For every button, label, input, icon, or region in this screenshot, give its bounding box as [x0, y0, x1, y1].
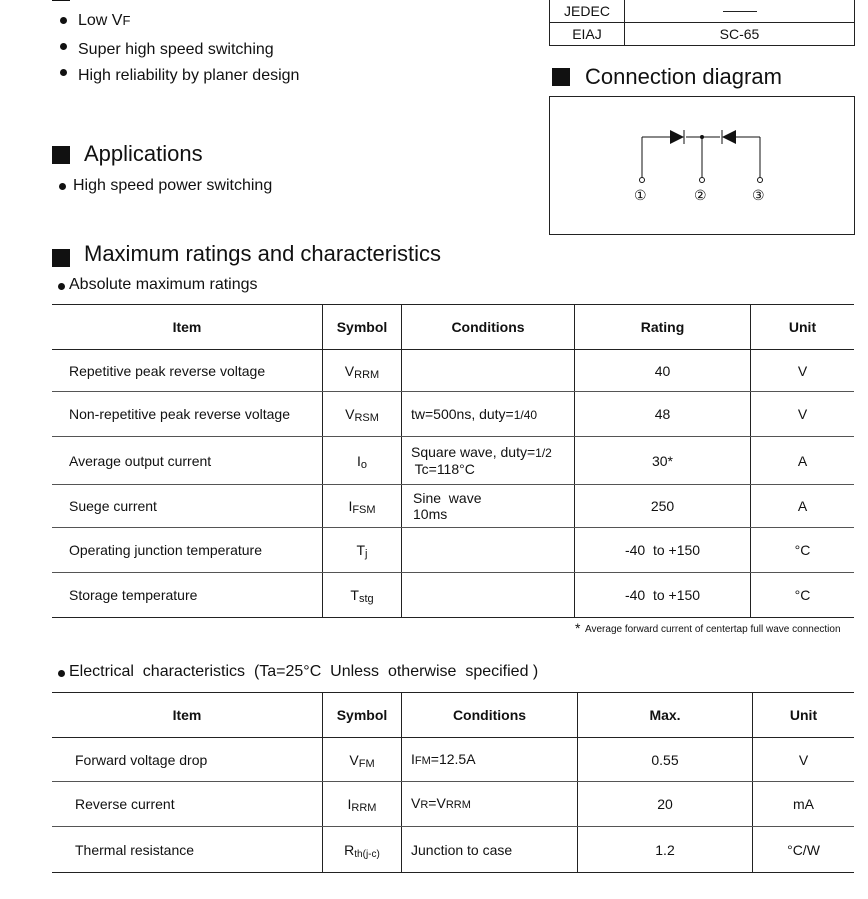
- table-row: [52, 738, 854, 782]
- symbol-cell: IFSM: [323, 485, 402, 528]
- table-row: [52, 573, 854, 618]
- rating-cell: -40 to +150: [575, 573, 751, 618]
- item-cell: Non-repetitive peak reverse voltage: [52, 392, 323, 437]
- rating-cell: -40 to +150: [575, 528, 751, 573]
- max-cell: 1.2: [578, 827, 753, 873]
- package-label: JEDEC: [550, 0, 625, 23]
- table-row: [52, 827, 854, 873]
- unit-cell: mA: [753, 782, 855, 827]
- table-row: [52, 392, 854, 437]
- unit-cell: °C: [751, 528, 855, 573]
- bullet-icon: [59, 183, 66, 190]
- package-value: [625, 0, 855, 23]
- table-row: [52, 350, 854, 392]
- conditions-cell: [402, 573, 575, 618]
- rating-cell: 48: [575, 392, 751, 437]
- col-conditions-header: Conditions: [402, 693, 578, 738]
- item-cell: Thermal resistance: [52, 827, 323, 873]
- item-cell: Storage temperature: [52, 573, 323, 618]
- col-unit-header: Unit: [753, 693, 855, 738]
- conditions-cell: Sine wave 10ms: [402, 485, 575, 528]
- symbol-cell: IRRM: [323, 782, 402, 827]
- conditions-cell: VR=VRRM: [402, 782, 578, 827]
- col-unit-header: Unit: [751, 305, 855, 350]
- col-item-header: Item: [52, 305, 323, 350]
- item-cell: Suege current: [52, 485, 323, 528]
- symbol-cell: Tj: [323, 528, 402, 573]
- item-cell: Average output current: [52, 437, 323, 485]
- col-conditions-header: Conditions: [402, 305, 575, 350]
- bullet-icon: [60, 43, 67, 50]
- symbol-cell: VRSM: [323, 392, 402, 437]
- symbol-cell: VRRM: [323, 350, 402, 392]
- feature-item: Super high speed switching: [78, 41, 274, 58]
- conditions-cell: [402, 528, 575, 573]
- dash-line: [723, 11, 757, 12]
- table-row: [52, 437, 854, 485]
- footnote-mark: *: [575, 620, 581, 636]
- package-value: SC-65: [625, 23, 855, 46]
- table-row: [52, 528, 854, 573]
- table-header-row: [52, 305, 854, 350]
- pin-3-label: ③: [752, 187, 765, 203]
- conditions-cell: [402, 350, 575, 392]
- feature-item: Low VF: [78, 12, 131, 29]
- item-cell: Reverse current: [52, 782, 323, 827]
- col-item-header: Item: [52, 693, 323, 738]
- bullet-icon: [58, 283, 65, 290]
- col-symbol-header: Symbol: [323, 305, 402, 350]
- applications-title: Applications: [84, 141, 203, 166]
- table-row: [52, 485, 854, 528]
- electrical-table: [52, 692, 854, 873]
- feature-item: High reliability by planer design: [78, 67, 300, 84]
- symbol-cell: Io: [323, 437, 402, 485]
- connection-diagram: [549, 96, 855, 235]
- item-cell: Forward voltage drop: [52, 738, 323, 782]
- unit-cell: A: [751, 437, 855, 485]
- bullet-icon: [60, 17, 67, 24]
- symbol-cell: VFM: [323, 738, 402, 782]
- unit-cell: °C: [751, 573, 855, 618]
- conditions-cell: Junction to case: [402, 827, 578, 873]
- bullet-icon: [58, 670, 65, 677]
- bullet-icon: [60, 69, 67, 76]
- symbol-cell: Tstg: [323, 573, 402, 618]
- cut-off-section-marker: [52, 0, 70, 1]
- item-cell: Repetitive peak reverse voltage: [52, 350, 323, 392]
- rating-cell: 30*: [575, 437, 751, 485]
- unit-cell: V: [751, 350, 855, 392]
- max-cell: 0.55: [578, 738, 753, 782]
- table-header-row: [52, 693, 854, 738]
- col-rating-header: Rating: [575, 305, 751, 350]
- pin-1-label: ①: [634, 187, 647, 203]
- unit-cell: °C/W: [753, 827, 855, 873]
- section-marker: [552, 68, 570, 86]
- max-ratings-table: [52, 304, 854, 618]
- section-marker: [52, 146, 70, 164]
- table-row: [52, 782, 854, 827]
- max-ratings-title: Maximum ratings and characteristics: [84, 241, 442, 266]
- col-symbol-header: Symbol: [323, 693, 402, 738]
- package-label: EIAJ: [550, 23, 625, 46]
- footnote: Average forward current of centertap full wave connection: [585, 624, 841, 635]
- conditions-cell: tw=500ns, duty=1/40: [402, 392, 575, 437]
- unit-cell: V: [751, 392, 855, 437]
- conditions-cell: IFM=12.5A: [402, 738, 578, 782]
- package-row: [550, 0, 855, 23]
- conditions-cell: Square wave, duty=1/2 Tc=118°C: [402, 437, 575, 485]
- pin-2-label: ②: [694, 187, 707, 203]
- symbol-cell: Rth(j-c): [323, 827, 402, 873]
- package-table: [549, 0, 855, 46]
- section-marker: [52, 249, 70, 267]
- diode-schematic: [550, 97, 854, 234]
- rating-cell: 40: [575, 350, 751, 392]
- col-max-header: Max.: [578, 693, 753, 738]
- abs-max-subtitle: Absolute maximum ratings: [69, 276, 258, 293]
- package-row: [550, 23, 855, 46]
- item-cell: Operating junction temperature: [52, 528, 323, 573]
- unit-cell: A: [751, 485, 855, 528]
- rating-cell: 250: [575, 485, 751, 528]
- application-item: High speed power switching: [73, 177, 273, 194]
- connection-diagram-title: Connection diagram: [585, 64, 782, 89]
- electrical-subtitle: Electrical characteristics (Ta=25°C Unless otherwise specified ): [69, 663, 539, 680]
- max-cell: 20: [578, 782, 753, 827]
- unit-cell: V: [753, 738, 855, 782]
